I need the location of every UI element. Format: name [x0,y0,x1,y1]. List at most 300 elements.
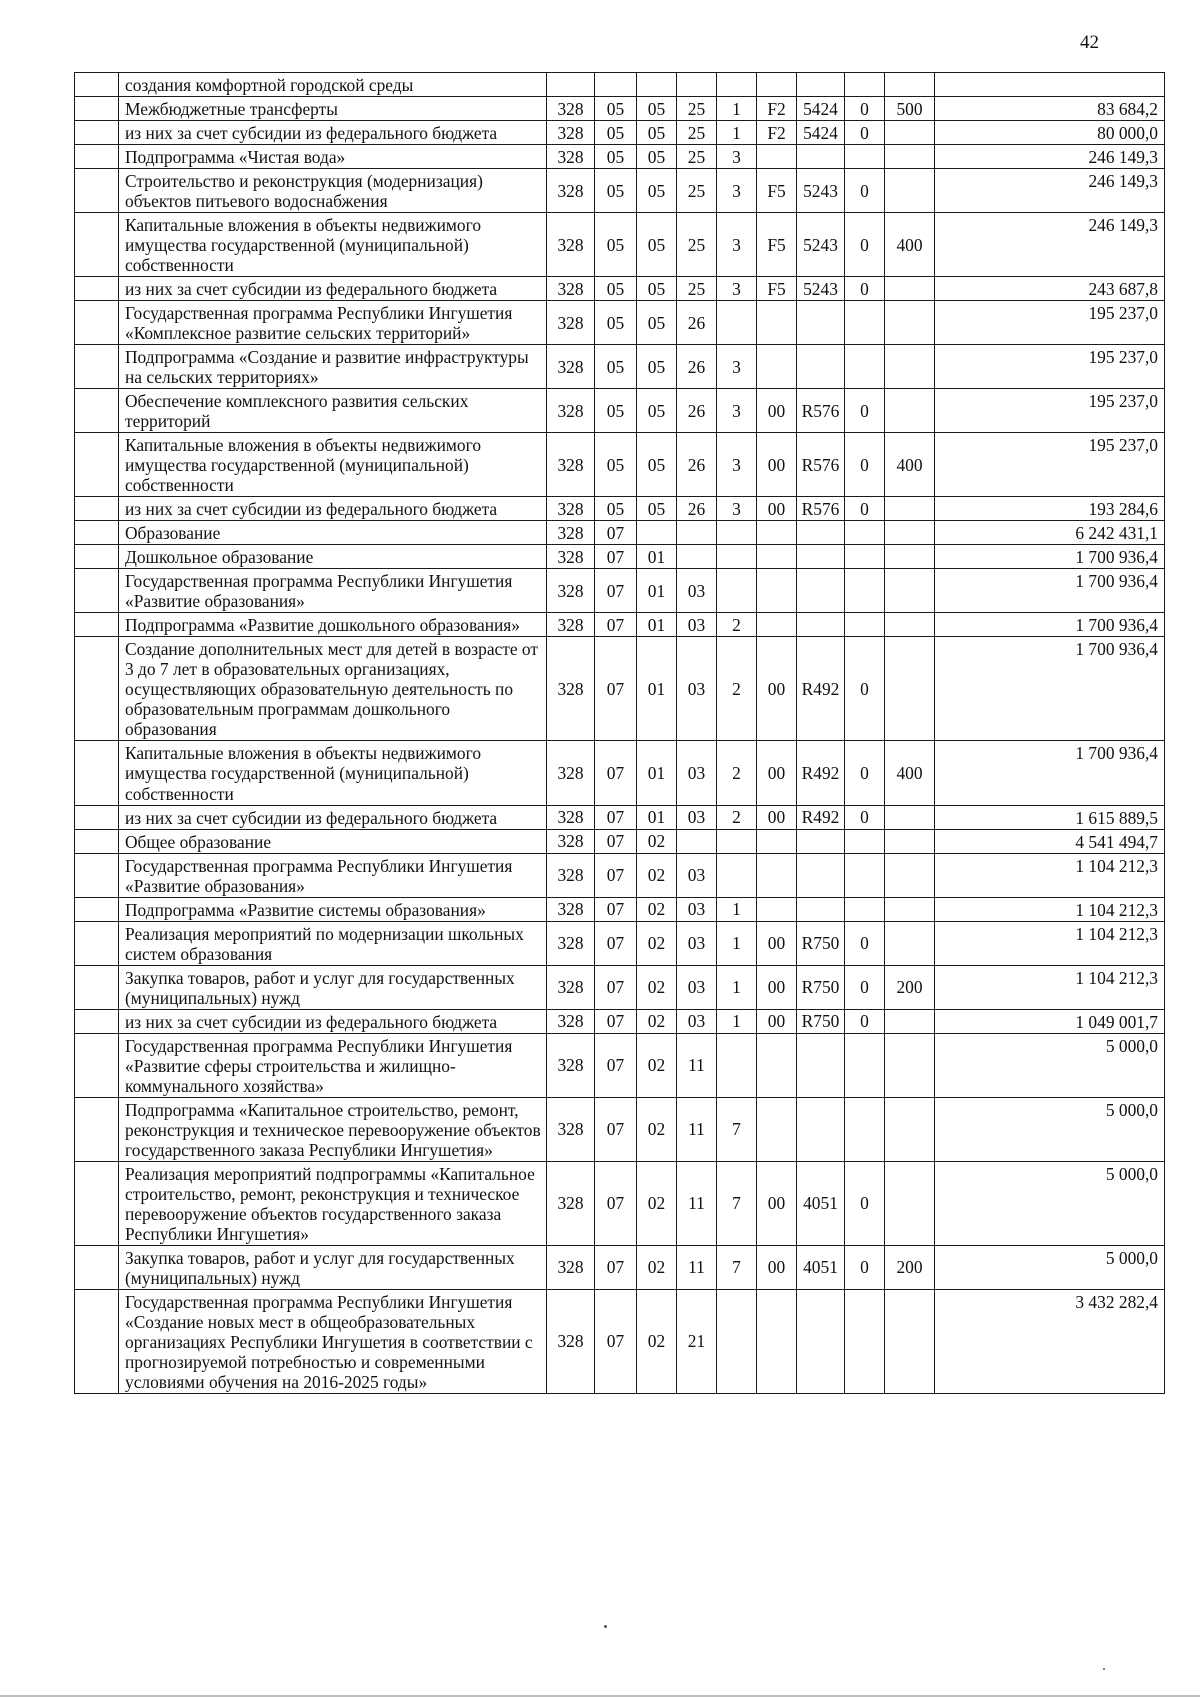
code-cell-kod-rashodov: 4051 [797,1161,845,1245]
row-sum-cell: 1 700 936,4 [935,637,1165,741]
row-margin-cell [75,829,119,853]
code-cell-podprogramma: 1 [717,97,757,121]
code-cell-glava: 328 [547,97,595,121]
scan-speck [1103,1668,1105,1670]
code-cell-razdel: 07 [595,1009,637,1033]
table-row [75,121,1165,145]
code-cell-glava: 328 [547,1289,595,1393]
code-cell-razdel: 07 [595,965,637,1009]
code-cell-podprogramma: 3 [717,277,757,301]
code-cell-programma: 25 [677,213,717,277]
code-cell-podprogramma [717,853,757,897]
table-row [75,277,1165,301]
row-name-cell: Образование [119,521,547,545]
row-name-cell: Подпрограмма «Капитальное строительство, ремонт, реконструкция и техническое перевооружение объектов государственного заказа Республики Ингушетия» [119,1097,547,1161]
code-cell-razdel: 07 [595,1161,637,1245]
row-sum-cell: 193 284,6 [935,497,1165,521]
row-margin-cell [75,1245,119,1289]
code-cell-podprogramma [717,545,757,569]
code-cell-razdel: 07 [595,1289,637,1393]
code-cell-podprogramma [717,1033,757,1097]
row-name-cell: Капитальные вложения в объекты недвижимого имущества государственной (муниципальной) собственности [119,741,547,805]
code-cell-vid-rashodov [885,1033,935,1097]
code-cell-programma: 26 [677,345,717,389]
table-row [75,1009,1165,1033]
code-cell-programma [677,545,717,569]
code-cell-napravlenie [757,613,797,637]
code-cell-napravlenie [757,145,797,169]
table-row [75,1097,1165,1161]
row-margin-cell [75,73,119,97]
row-sum-cell: 246 149,3 [935,145,1165,169]
table-row [75,1289,1165,1393]
code-cell-programma: 03 [677,897,717,921]
code-cell-programma: 26 [677,433,717,497]
row-sum-cell: 83 684,2 [935,97,1165,121]
code-cell-napravlenie [757,829,797,853]
table-row [75,97,1165,121]
row-margin-cell [75,637,119,741]
row-sum-cell: 4 541 494,7 [935,829,1165,853]
row-margin-cell [75,345,119,389]
row-name-cell: Межбюджетные трансферты [119,97,547,121]
code-cell-podprogramma: 7 [717,1245,757,1289]
row-sum-cell: 3 432 282,4 [935,1289,1165,1393]
row-name-cell: Капитальные вложения в объекты недвижимого имущества государственной (муниципальной) собственности [119,213,547,277]
code-cell-podrazdel: 02 [637,1161,677,1245]
code-cell-kod-rashodov: 5243 [797,213,845,277]
code-cell-glava: 328 [547,389,595,433]
code-cell-vid-rashodov [885,637,935,741]
code-cell-podrazdel: 05 [637,169,677,213]
row-sum-cell [935,73,1165,97]
code-cell-kod-rashodov: R492 [797,805,845,829]
code-cell-kod-rashodov [797,73,845,97]
code-cell-podprogramma: 3 [717,345,757,389]
code-cell-glava: 328 [547,805,595,829]
code-cell-kod-rashodov: 5243 [797,169,845,213]
code-cell-napravlenie: 00 [757,497,797,521]
code-cell-kod-rashodov [797,1289,845,1393]
code-cell-glava: 328 [547,545,595,569]
code-cell-podrazdel: 05 [637,213,677,277]
code-cell-razdel: 05 [595,277,637,301]
code-cell-glava: 328 [547,1009,595,1033]
code-cell-napravlenie: F2 [757,121,797,145]
code-cell-napravlenie: F5 [757,277,797,301]
row-sum-cell: 195 237,0 [935,301,1165,345]
row-name-cell: из них за счет субсидии из федерального бюджета [119,121,547,145]
code-cell-podprogramma: 7 [717,1097,757,1161]
code-cell-glava: 328 [547,433,595,497]
code-cell-napravlenie [757,301,797,345]
code-cell-napravlenie [757,1289,797,1393]
code-cell-vid-rashodov [885,897,935,921]
code-cell-glava: 328 [547,569,595,613]
code-cell-element: 0 [845,741,885,805]
code-cell-vid-rashodov: 400 [885,741,935,805]
code-cell-vid-rashodov [885,1009,935,1033]
code-cell-programma: 25 [677,121,717,145]
code-cell-napravlenie: 00 [757,921,797,965]
code-cell-element [845,145,885,169]
code-cell-vid-rashodov [885,1289,935,1393]
code-cell-napravlenie: 00 [757,637,797,741]
code-cell-podrazdel: 01 [637,613,677,637]
code-cell-vid-rashodov [885,829,935,853]
table-row [75,897,1165,921]
code-cell-element [845,1289,885,1393]
row-sum-cell: 5 000,0 [935,1245,1165,1289]
code-cell-podrazdel: 02 [637,1245,677,1289]
row-sum-cell: 195 237,0 [935,389,1165,433]
code-cell-vid-rashodov [885,521,935,545]
code-cell-napravlenie: 00 [757,965,797,1009]
table-row [75,829,1165,853]
code-cell-kod-rashodov [797,301,845,345]
code-cell-glava: 328 [547,301,595,345]
row-margin-cell [75,545,119,569]
code-cell-vid-rashodov: 200 [885,965,935,1009]
code-cell-podrazdel: 02 [637,853,677,897]
table-row [75,637,1165,741]
row-margin-cell [75,97,119,121]
code-cell-podrazdel: 05 [637,277,677,301]
code-cell-glava: 328 [547,613,595,637]
row-name-cell: Подпрограмма «Развитие дошкольного образования» [119,613,547,637]
table-row [75,545,1165,569]
code-cell-vid-rashodov [885,853,935,897]
table-row [75,965,1165,1009]
row-sum-cell: 243 687,8 [935,277,1165,301]
code-cell-napravlenie [757,897,797,921]
code-cell-glava: 328 [547,213,595,277]
code-cell-napravlenie: 00 [757,1161,797,1245]
row-name-cell: Реализация мероприятий подпрограммы «Капитальное строительство, ремонт, реконструкция и техническое перевооружение объектов государственного заказа Республики Ингушетия» [119,1161,547,1245]
row-margin-cell [75,433,119,497]
row-name-cell: Обеспечение комплексного развития сельских территорий [119,389,547,433]
table-row [75,1245,1165,1289]
code-cell-podprogramma: 7 [717,1161,757,1245]
code-cell-element: 0 [845,121,885,145]
code-cell-kod-rashodov [797,345,845,389]
code-cell-programma: 11 [677,1245,717,1289]
code-cell-napravlenie [757,521,797,545]
code-cell-vid-rashodov [885,545,935,569]
code-cell-element: 0 [845,1161,885,1245]
code-cell-glava: 328 [547,897,595,921]
code-cell-kod-rashodov: 5424 [797,121,845,145]
code-cell-razdel: 07 [595,1097,637,1161]
code-cell-glava [547,73,595,97]
code-cell-vid-rashodov [885,1161,935,1245]
row-sum-cell: 1 700 936,4 [935,569,1165,613]
code-cell-element [845,829,885,853]
row-margin-cell [75,741,119,805]
row-margin-cell [75,497,119,521]
code-cell-razdel: 07 [595,637,637,741]
code-cell-kod-rashodov [797,545,845,569]
code-cell-kod-rashodov: R576 [797,389,845,433]
code-cell-glava: 328 [547,1245,595,1289]
code-cell-programma: 11 [677,1033,717,1097]
code-cell-element: 0 [845,637,885,741]
row-sum-cell: 80 000,0 [935,121,1165,145]
code-cell-podprogramma: 1 [717,121,757,145]
row-name-cell: Капитальные вложения в объекты недвижимого имущества государственной (муниципальной) собственности [119,433,547,497]
code-cell-podrazdel: 05 [637,145,677,169]
row-sum-cell: 1 104 212,3 [935,897,1165,921]
code-cell-element: 0 [845,497,885,521]
code-cell-podrazdel: 05 [637,97,677,121]
code-cell-element [845,345,885,389]
code-cell-razdel [595,73,637,97]
code-cell-podrazdel: 02 [637,965,677,1009]
row-name-cell: Создание дополнительных мест для детей в возрасте от 3 до 7 лет в образовательных организациях, осуществляющих образовательную деятельность по образовательным программам дошкольного образования [119,637,547,741]
code-cell-vid-rashodov [885,1097,935,1161]
code-cell-programma: 03 [677,741,717,805]
row-margin-cell [75,569,119,613]
code-cell-podprogramma [717,829,757,853]
code-cell-vid-rashodov [885,277,935,301]
code-cell-podrazdel: 01 [637,805,677,829]
code-cell-podprogramma: 3 [717,497,757,521]
row-margin-cell [75,213,119,277]
row-margin-cell [75,301,119,345]
table-row [75,145,1165,169]
row-sum-cell: 5 000,0 [935,1033,1165,1097]
code-cell-razdel: 05 [595,97,637,121]
code-cell-glava: 328 [547,521,595,545]
table-row [75,921,1165,965]
row-name-cell: Государственная программа Республики Ингушетия «Развитие образования» [119,569,547,613]
code-cell-element: 0 [845,1245,885,1289]
code-cell-element: 0 [845,389,885,433]
code-cell-vid-rashodov [885,389,935,433]
code-cell-podprogramma: 2 [717,613,757,637]
code-cell-element [845,521,885,545]
row-margin-cell [75,1033,119,1097]
row-margin-cell [75,1097,119,1161]
code-cell-kod-rashodov [797,613,845,637]
code-cell-podprogramma [717,73,757,97]
code-cell-napravlenie: F2 [757,97,797,121]
code-cell-podprogramma: 3 [717,145,757,169]
code-cell-glava: 328 [547,1097,595,1161]
code-cell-napravlenie [757,1097,797,1161]
code-cell-programma [677,521,717,545]
code-cell-vid-rashodov: 400 [885,213,935,277]
row-margin-cell [75,965,119,1009]
code-cell-podprogramma: 2 [717,741,757,805]
code-cell-element [845,545,885,569]
row-margin-cell [75,389,119,433]
code-cell-kod-rashodov: R576 [797,433,845,497]
code-cell-podrazdel: 02 [637,921,677,965]
row-sum-cell: 1 049 001,7 [935,1009,1165,1033]
code-cell-podprogramma: 3 [717,389,757,433]
row-margin-cell [75,613,119,637]
code-cell-napravlenie [757,345,797,389]
code-cell-razdel: 07 [595,829,637,853]
code-cell-kod-rashodov [797,1097,845,1161]
table-row [75,301,1165,345]
code-cell-podrazdel: 02 [637,1097,677,1161]
code-cell-programma: 03 [677,853,717,897]
code-cell-podrazdel: 05 [637,497,677,521]
table-row [75,569,1165,613]
code-cell-vid-rashodov: 400 [885,433,935,497]
code-cell-napravlenie: 00 [757,1009,797,1033]
code-cell-razdel: 07 [595,545,637,569]
row-name-cell: из них за счет субсидии из федерального бюджета [119,1009,547,1033]
code-cell-glava: 328 [547,853,595,897]
code-cell-kod-rashodov: R750 [797,921,845,965]
code-cell-podprogramma: 3 [717,433,757,497]
code-cell-programma: 03 [677,921,717,965]
row-name-cell: Подпрограмма «Чистая вода» [119,145,547,169]
code-cell-napravlenie: 00 [757,433,797,497]
table-row [75,497,1165,521]
row-name-cell: Закупка товаров, работ и услуг для государственных (муниципальных) нужд [119,965,547,1009]
table-row [75,521,1165,545]
code-cell-vid-rashodov [885,121,935,145]
code-cell-kod-rashodov: R750 [797,1009,845,1033]
code-cell-kod-rashodov [797,829,845,853]
code-cell-podrazdel: 01 [637,545,677,569]
code-cell-glava: 328 [547,637,595,741]
code-cell-napravlenie: 00 [757,741,797,805]
code-cell-razdel: 07 [595,897,637,921]
code-cell-podrazdel: 05 [637,345,677,389]
code-cell-podprogramma: 2 [717,637,757,741]
code-cell-element [845,897,885,921]
code-cell-programma: 26 [677,389,717,433]
row-name-cell: Общее образование [119,829,547,853]
code-cell-programma: 03 [677,569,717,613]
row-name-cell: Строительство и реконструкция (модернизация) объектов питьевого водоснабжения [119,169,547,213]
code-cell-podrazdel: 02 [637,897,677,921]
code-cell-programma: 25 [677,169,717,213]
row-name-cell: Государственная программа Республики Ингушетия «Создание новых мест в общеобразовательных организациях Республики Ингушетия в соответствии с прогнозируемой потребностью и современными условиями обучения на 2016-2025 годы» [119,1289,547,1393]
row-sum-cell: 5 000,0 [935,1161,1165,1245]
row-sum-cell: 195 237,0 [935,433,1165,497]
row-sum-cell: 246 149,3 [935,169,1165,213]
code-cell-razdel: 07 [595,921,637,965]
row-sum-cell: 5 000,0 [935,1097,1165,1161]
code-cell-programma: 26 [677,301,717,345]
row-margin-cell [75,121,119,145]
code-cell-razdel: 07 [595,613,637,637]
code-cell-vid-rashodov [885,345,935,389]
row-sum-cell: 1 700 936,4 [935,613,1165,637]
code-cell-podprogramma: 1 [717,965,757,1009]
code-cell-element: 0 [845,433,885,497]
code-cell-kod-rashodov: 5243 [797,277,845,301]
code-cell-razdel: 07 [595,805,637,829]
row-sum-cell: 195 237,0 [935,345,1165,389]
row-name-cell: из них за счет субсидии из федерального бюджета [119,497,547,521]
code-cell-vid-rashodov [885,497,935,521]
row-margin-cell [75,853,119,897]
row-name-cell: Закупка товаров, работ и услуг для государственных (муниципальных) нужд [119,1245,547,1289]
code-cell-podprogramma: 1 [717,921,757,965]
code-cell-kod-rashodov [797,569,845,613]
code-cell-vid-rashodov [885,805,935,829]
table-row [75,345,1165,389]
row-margin-cell [75,277,119,301]
code-cell-element: 0 [845,805,885,829]
code-cell-napravlenie: 00 [757,389,797,433]
row-margin-cell [75,805,119,829]
code-cell-kod-rashodov: R492 [797,637,845,741]
code-cell-vid-rashodov: 200 [885,1245,935,1289]
row-name-cell: Государственная программа Республики Ингушетия «Развитие образования» [119,853,547,897]
code-cell-razdel: 05 [595,389,637,433]
code-cell-programma: 03 [677,613,717,637]
code-cell-glava: 328 [547,169,595,213]
code-cell-programma: 25 [677,97,717,121]
code-cell-glava: 328 [547,345,595,389]
code-cell-kod-rashodov [797,145,845,169]
row-margin-cell [75,921,119,965]
code-cell-vid-rashodov [885,169,935,213]
code-cell-programma: 03 [677,637,717,741]
code-cell-napravlenie [757,853,797,897]
code-cell-programma: 03 [677,805,717,829]
row-margin-cell [75,1161,119,1245]
code-cell-kod-rashodov [797,853,845,897]
row-margin-cell [75,521,119,545]
code-cell-element: 0 [845,965,885,1009]
code-cell-programma: 11 [677,1097,717,1161]
code-cell-napravlenie [757,545,797,569]
code-cell-element [845,569,885,613]
code-cell-podrazdel [637,521,677,545]
row-sum-cell: 6 242 431,1 [935,521,1165,545]
code-cell-razdel: 05 [595,169,637,213]
code-cell-podprogramma: 1 [717,1009,757,1033]
code-cell-podrazdel: 02 [637,829,677,853]
table-row [75,169,1165,213]
code-cell-podrazdel: 02 [637,1033,677,1097]
table-row [75,853,1165,897]
code-cell-napravlenie: 00 [757,805,797,829]
row-sum-cell: 246 149,3 [935,213,1165,277]
row-margin-cell [75,145,119,169]
code-cell-podrazdel: 05 [637,433,677,497]
code-cell-programma: 03 [677,1009,717,1033]
code-cell-napravlenie: 00 [757,1245,797,1289]
code-cell-kod-rashodov: R576 [797,497,845,521]
row-name-cell: Государственная программа Республики Ингушетия «Комплексное развитие сельских территорий» [119,301,547,345]
code-cell-kod-rashodov [797,521,845,545]
code-cell-element: 0 [845,921,885,965]
row-name-cell: Подпрограмма «Развитие системы образования» [119,897,547,921]
code-cell-glava: 328 [547,145,595,169]
code-cell-glava: 328 [547,965,595,1009]
table-row [75,613,1165,637]
code-cell-glava: 328 [547,921,595,965]
code-cell-podrazdel: 05 [637,121,677,145]
code-cell-glava: 328 [547,1161,595,1245]
code-cell-podprogramma: 3 [717,169,757,213]
row-margin-cell [75,1289,119,1393]
code-cell-glava: 328 [547,121,595,145]
row-sum-cell: 1 700 936,4 [935,741,1165,805]
code-cell-podprogramma: 3 [717,213,757,277]
code-cell-element: 0 [845,277,885,301]
